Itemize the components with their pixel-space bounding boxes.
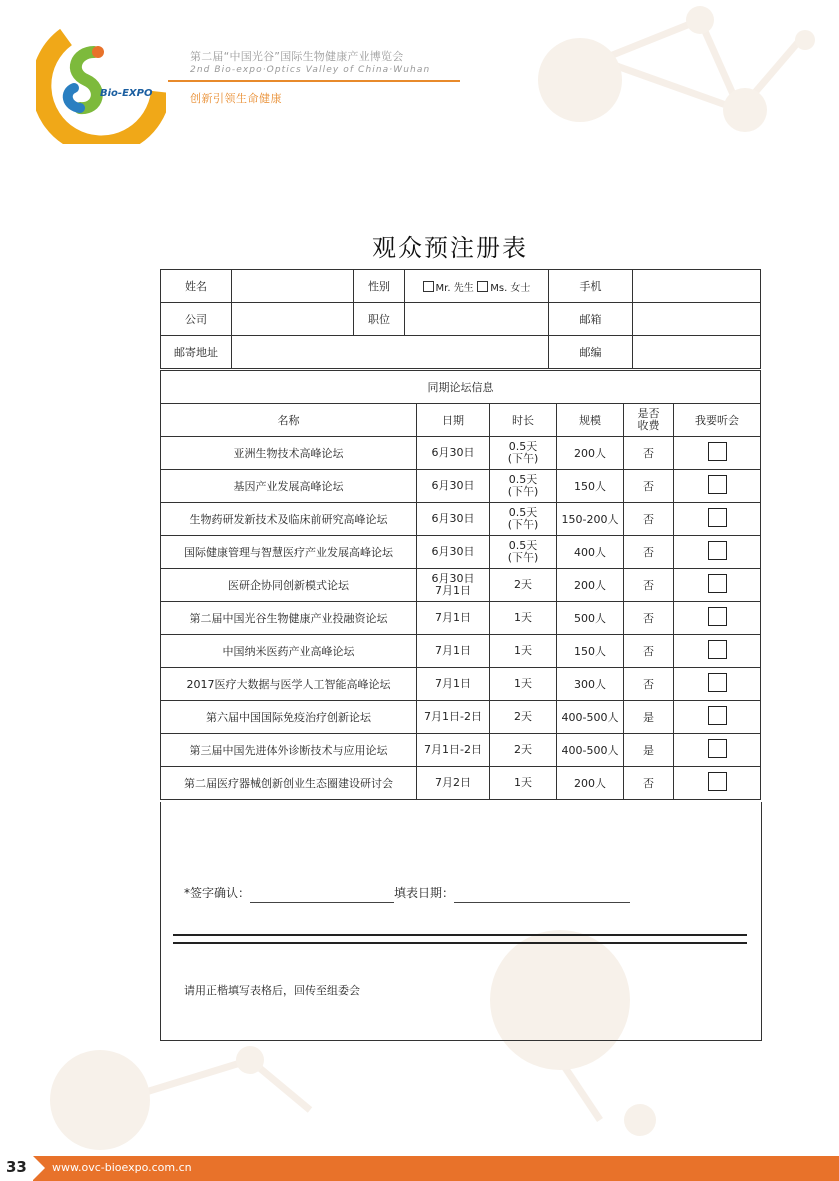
forum-fee: 否	[624, 536, 674, 569]
footer-arrow	[33, 1156, 45, 1180]
double-divider	[173, 934, 747, 944]
attend-cell	[674, 635, 761, 668]
forum-scale: 500人	[557, 602, 624, 635]
forum-duration: 0.5天 (下午)	[490, 470, 557, 503]
column-header-fee: 是否收费	[624, 404, 674, 437]
postcode-label: 邮编	[549, 336, 633, 369]
attend-checkbox[interactable]	[708, 640, 727, 659]
attend-checkbox[interactable]	[708, 574, 727, 593]
forum-duration: 1天	[490, 635, 557, 668]
forum-duration: 0.5天 (下午)	[490, 536, 557, 569]
address-input[interactable]	[232, 336, 549, 369]
forum-row	[161, 503, 761, 536]
forum-duration: 1天	[490, 767, 557, 800]
forum-date: 7月1日	[417, 602, 490, 635]
fill-date-field[interactable]	[454, 888, 630, 903]
fill-date-label: 填表日期：	[394, 886, 455, 900]
forum-date: 6月30日	[417, 470, 490, 503]
checkbox-mr[interactable]	[423, 281, 434, 292]
forum-scale: 200人	[557, 767, 624, 800]
gender-option-mr[interactable]	[423, 283, 474, 294]
forum-row	[161, 767, 761, 800]
company-input[interactable]	[232, 303, 354, 336]
forum-name: 中国纳米医药产业高峰论坛	[161, 635, 417, 668]
logo-text: Bio-EXPO	[100, 88, 153, 99]
attend-checkbox[interactable]	[708, 739, 727, 758]
forum-duration: 1天	[490, 668, 557, 701]
forums-table	[160, 370, 761, 800]
forum-date: 7月1日-2日	[417, 734, 490, 767]
email-input[interactable]	[633, 303, 761, 336]
forum-scale: 200人	[557, 569, 624, 602]
forum-row	[161, 602, 761, 635]
attend-cell	[674, 569, 761, 602]
header-divider	[168, 80, 460, 82]
attend-checkbox[interactable]	[708, 607, 727, 626]
forum-row	[161, 668, 761, 701]
forum-date: 6月30日 7月1日	[417, 569, 490, 602]
form-title: 观众预注册表	[372, 234, 528, 262]
forum-scale: 150-200人	[557, 503, 624, 536]
attend-checkbox[interactable]	[708, 541, 727, 560]
checkbox-ms[interactable]	[477, 281, 488, 292]
attend-cell	[674, 503, 761, 536]
event-slogan: 创新引领生命健康	[190, 92, 282, 105]
forum-duration: 2天	[490, 569, 557, 602]
name-input[interactable]	[232, 270, 354, 303]
forum-fee: 否	[624, 602, 674, 635]
forum-scale: 400-500人	[557, 734, 624, 767]
forum-row	[161, 437, 761, 470]
gender-option-ms[interactable]	[477, 283, 530, 294]
forum-scale: 200人	[557, 437, 624, 470]
email-label: 邮箱	[549, 303, 633, 336]
forum-fee: 否	[624, 470, 674, 503]
forum-name: 第二届中国光谷生物健康产业投融资论坛	[161, 602, 417, 635]
signature-box	[160, 802, 762, 1041]
position-input[interactable]	[405, 303, 549, 336]
gender-label: 性别	[354, 270, 405, 303]
gender-mr-label: Mr. 先生	[435, 282, 474, 294]
attend-checkbox[interactable]	[708, 673, 727, 692]
column-header-scale: 规模	[557, 404, 624, 437]
forum-fee: 是	[624, 734, 674, 767]
forum-duration: 2天	[490, 734, 557, 767]
attend-checkbox[interactable]	[708, 772, 727, 791]
forum-fee: 否	[624, 437, 674, 470]
postcode-input[interactable]	[633, 336, 761, 369]
personal-info-table	[160, 269, 761, 369]
forum-fee: 否	[624, 767, 674, 800]
forum-date: 6月30日	[417, 503, 490, 536]
forum-scale: 150人	[557, 635, 624, 668]
gender-options	[405, 270, 549, 303]
gender-ms-label: Ms. 女士	[490, 282, 531, 294]
forum-row	[161, 536, 761, 569]
forum-date: 7月2日	[417, 767, 490, 800]
forum-scale: 300人	[557, 668, 624, 701]
forum-duration: 0.5天 (下午)	[490, 503, 557, 536]
forum-name: 生物药研发新技术及临床前研究高峰论坛	[161, 503, 417, 536]
column-header-duration: 时长	[490, 404, 557, 437]
forum-fee: 否	[624, 668, 674, 701]
forum-name: 国际健康管理与智慧医疗产业发展高峰论坛	[161, 536, 417, 569]
forum-duration: 0.5天 (下午)	[490, 437, 557, 470]
attend-checkbox[interactable]	[708, 442, 727, 461]
forum-name: 2017医疗大数据与医学人工智能高峰论坛	[161, 668, 417, 701]
page-number: 33	[6, 1158, 27, 1176]
forum-name: 亚洲生物技术高峰论坛	[161, 437, 417, 470]
forum-fee: 否	[624, 635, 674, 668]
column-header-date: 日期	[417, 404, 490, 437]
signature-label: *签字确认：	[184, 886, 251, 900]
name-label: 姓名	[161, 270, 232, 303]
attend-cell	[674, 536, 761, 569]
address-label: 邮寄地址	[161, 336, 232, 369]
forum-row	[161, 635, 761, 668]
forum-row	[161, 470, 761, 503]
forum-date: 7月1日	[417, 668, 490, 701]
event-title: 第二届“中国光谷”国际生物健康产业博览会	[190, 50, 404, 63]
attend-cell	[674, 701, 761, 734]
forum-scale: 400-500人	[557, 701, 624, 734]
phone-label: 手机	[549, 270, 633, 303]
forum-date: 7月1日	[417, 635, 490, 668]
attend-cell	[674, 734, 761, 767]
forum-name: 第六届中国国际免疫治疗创新论坛	[161, 701, 417, 734]
forum-name: 第二届医疗器械创新创业生态圈建设研讨会	[161, 767, 417, 800]
forum-date: 7月1日-2日	[417, 701, 490, 734]
event-subtitle: 2nd Bio-expo·Optics Valley of China·Wuhan	[190, 65, 431, 75]
forum-date: 6月30日	[417, 437, 490, 470]
phone-input[interactable]	[633, 270, 761, 303]
forum-name: 第三届中国先进体外诊断技术与应用论坛	[161, 734, 417, 767]
forum-duration: 1天	[490, 602, 557, 635]
forums-section-title: 同期论坛信息	[161, 371, 761, 404]
signature-line	[184, 884, 630, 903]
forum-fee: 否	[624, 503, 674, 536]
forum-scale: 400人	[557, 536, 624, 569]
forum-row	[161, 569, 761, 602]
attend-cell	[674, 437, 761, 470]
forum-name: 医研企协同创新模式论坛	[161, 569, 417, 602]
attend-checkbox[interactable]	[708, 475, 727, 494]
bioexpo-logo	[36, 22, 166, 144]
website-url[interactable]: www.ovc-bioexpo.com.cn	[52, 1161, 192, 1174]
forum-duration: 2天	[490, 701, 557, 734]
forum-fee: 是	[624, 701, 674, 734]
forum-fee: 否	[624, 569, 674, 602]
column-header-attend: 我要听会	[674, 404, 761, 437]
forum-row	[161, 701, 761, 734]
attend-cell	[674, 767, 761, 800]
attend-cell	[674, 602, 761, 635]
column-header-forum-name: 名称	[161, 404, 417, 437]
attend-cell	[674, 668, 761, 701]
attend-checkbox[interactable]	[708, 508, 727, 527]
forum-date: 6月30日	[417, 536, 490, 569]
forum-scale: 150人	[557, 470, 624, 503]
instruction-note: 请用正楷填写表格后，回传至组委会	[184, 984, 360, 997]
attend-checkbox[interactable]	[708, 706, 727, 725]
signature-field[interactable]	[250, 888, 394, 903]
position-label: 职位	[354, 303, 405, 336]
company-label: 公司	[161, 303, 232, 336]
forum-row	[161, 734, 761, 767]
forum-name: 基因产业发展高峰论坛	[161, 470, 417, 503]
attend-cell	[674, 470, 761, 503]
